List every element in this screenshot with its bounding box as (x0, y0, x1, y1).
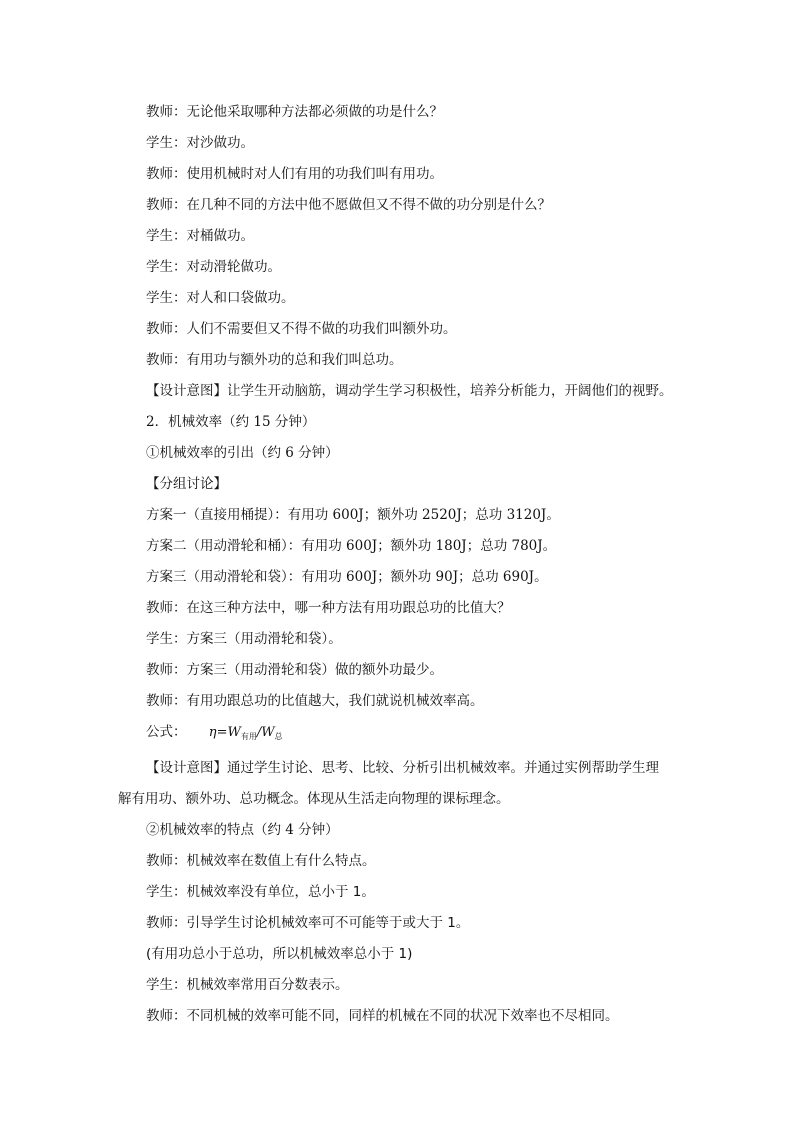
dialogue-line: 教师：人们不需要但又不得不做的功我们叫额外功。 (146, 321, 457, 337)
dialogue-line: 教师：在这三种方法中，哪一种方法有用功跟总功的比值大？ (146, 600, 511, 616)
design-intent-note: 【设计意图】让学生开动脑筋，调动学生学习积极性，培养分析能力，开阔他们的视野。 (146, 383, 673, 399)
dialogue-line: 学生：对人和口袋做功。 (146, 290, 295, 306)
dialogue-line: 教师：无论他采取哪种方法都必须做的功是什么？ (146, 104, 443, 120)
dialogue-line: 学生：对动滑轮做功。 (146, 259, 281, 275)
design-intent-note: 【设计意图】通过学生讨论、思考、比较、分析引出机械效率。并通过实例帮助学生理 (146, 760, 659, 776)
subsection-heading: ②机械效率的特点（约 4 分钟） (146, 822, 339, 838)
dialogue-line: 教师：在几种不同的方法中他不愿做但又不得不做的功分别是什么？ (146, 197, 551, 213)
parenthetical-note: (有用功总小于总功，所以机械效率总小于 1) (146, 946, 413, 962)
plan-line: 方案三（用动滑轮和袋）：有用功 600J；额外功 90J；总功 690J。 (146, 569, 548, 585)
group-discussion-heading: 【分组讨论】 (146, 476, 227, 492)
dialogue-line: 学生：对沙做功。 (146, 135, 254, 151)
dialogue-line: 教师：引导学生讨论机械效率可不可能等于或大于 1。 (146, 915, 470, 931)
dialogue-line: 学生：方案三（用动滑轮和袋）。 (146, 631, 342, 647)
dialogue-line: 学生：机械效率没有单位，总小于 1。 (146, 884, 375, 900)
formula-line (146, 722, 283, 742)
design-intent-note-continued: 解有用功、额外功、总功概念。体现从生活走向物理的课标理念。 (118, 791, 510, 807)
formula-label: 公式： (146, 724, 187, 740)
section-heading: 2．机械效率（约 15 分钟） (146, 414, 316, 430)
dialogue-line: 教师：有用功跟总功的比值越大，我们就说机械效率高。 (146, 693, 484, 709)
dialogue-line: 教师：不同机械的效率可能不同，同样的机械在不同的状况下效率也不尽相同。 (146, 1008, 619, 1024)
plan-line: 方案一（直接用桶提）：有用功 600J；额外功 2520J；总功 3120J。 (146, 507, 560, 523)
dialogue-line: 教师：有用功与额外功的总和我们叫总功。 (146, 352, 403, 368)
dialogue-line: 教师：方案三（用动滑轮和袋）做的额外功最少。 (146, 662, 443, 678)
plan-line: 方案二（用动滑轮和桶）：有用功 600J；额外功 180J；总功 780J。 (146, 538, 557, 554)
dialogue-line: 教师：机械效率在数值上有什么特点。 (146, 853, 376, 869)
subsection-heading: ①机械效率的引出（约 6 分钟） (146, 445, 339, 461)
dialogue-line: 学生：机械效率常用百分数表示。 (146, 977, 349, 993)
efficiency-formula: $\eta=W_{有用}/W_总$ (208, 725, 283, 741)
dialogue-line: 学生：对桶做功。 (146, 228, 254, 244)
dialogue-line: 教师：使用机械时对人们有用的功我们叫有用功。 (146, 166, 443, 182)
